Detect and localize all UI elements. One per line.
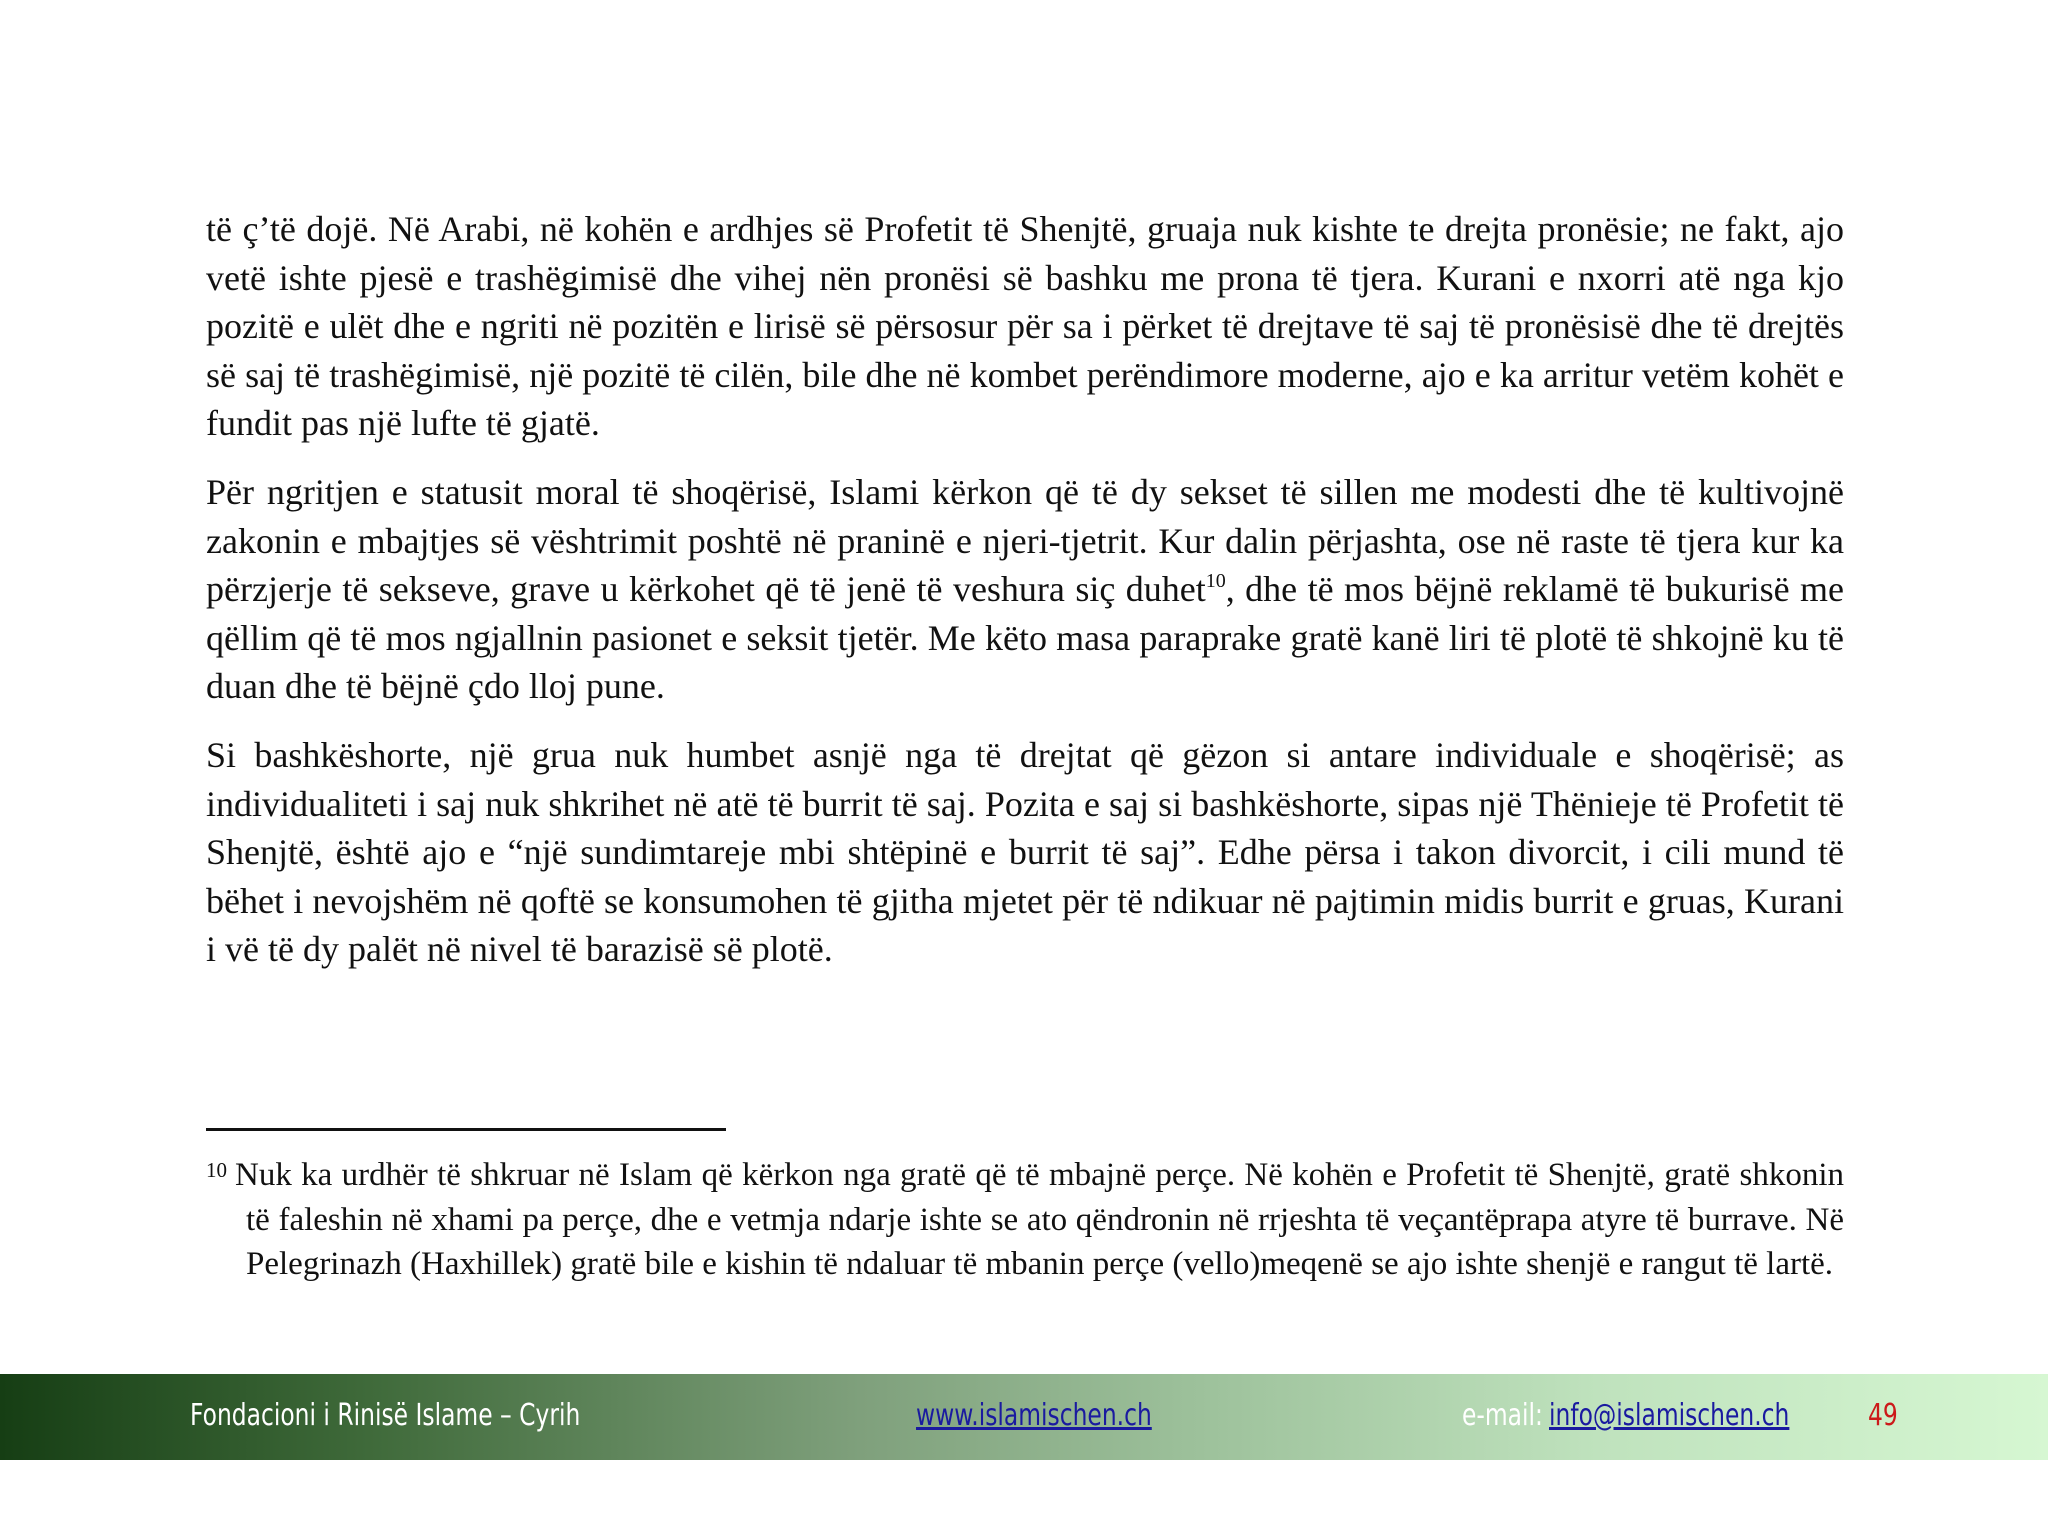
page-number: 49 [1868,1398,1898,1433]
footnote-reference[interactable]: 10 [1205,570,1226,593]
footer-email-link[interactable]: info@islamischen.ch [1549,1398,1790,1433]
footnote-number: 10 [206,1158,227,1182]
footnote-separator [206,1128,726,1131]
footer-website-link[interactable]: www.islamischen.ch [916,1398,1152,1433]
paragraph: të ç’të dojë. Në Arabi, në kohën e ardhjes së Profetit të Shenjtë, gruaja nuk kishte te drejta pronësie; ne fakt, ajo vetë ishte pjesë e trashëgimisë dhe vihej nën pronësi së bashku me prona të tjera. Kurani e nxorri atë nga kjo pozitë e ulët dhe e ngriti në pozitën e lirisë së përsosur për sa i përket të drejtave të saj të pronësisë dhe të drejtës së saj të trashëgimisë, një pozitë të cilën, bile dhe në kombet perëndimore moderne, ajo e ka arritur vetëm kohët e fundit pas një lufte të gjatë. [206,209,1844,444]
main-text [206,205,1844,994]
footer-email-label: e-mail: [1462,1398,1543,1433]
paragraph-text: , dhe të mos bëjnë reklamë të bukurisë me qëllim që të mos ngjallnin pasionet e seksit tjetër. Me këto masa paraprake gratë kanë liri të plotë të shkojnë ku të duan dhe të bëjnë çdo lloj pune. [206,569,1845,707]
footnote-text: Nuk ka urdhër të shkruar në Islam që kërkon nga gratë që të mbajnë perçe. Në kohën e Profetit të Shenjtë, gratë shkonin të faleshin në xhami pa perçe, dhe e vetmja ndarje ishte se ato qëndronin në rrjeshta të veçantëprapa atyre të burrave. Në Pelegrinazh (Haxhillek) gratë bile e kishin të ndaluar të mbanin perçe (vello)meqenë se ajo ishte shenjë e rangut të lartë. [235,1157,1844,1282]
footnote-body [206,1148,1844,1287]
paragraph [206,468,1844,711]
footer-organization: Fondacioni i Rinisë Islame – Cyrih [190,1398,581,1433]
footnote [206,1148,1844,1287]
paragraph: Si bashkëshorte, një grua nuk humbet asnjë nga të drejtat që gëzon si antare individuale e shoqërisë; as individualiteti i saj nuk shkrihet në atë të burrit të saj. Pozita e saj si bashkëshorte, sipas një Thënieje të Profetit të Shenjtë, është ajo e “një sundimtareje mbi shtëpinë e burrit të saj”. Edhe përsa i takon divorcit, i cili mund të bëhet i nevojshëm në qoftë se konsumohen të gjitha mjetet për të ndikuar në pajtimin midis burrit e gruas, Kurani i vë të dy palët në nivel të barazisë së plotë. [206,734,1844,970]
paragraph-text: Për ngritjen e statusit moral të shoqërisë, Islami kërkon që të dy sekset të sillen me modesti dhe të kultivojnë zakonin e mbajtjes së vështrimit poshtë në praninë e njeri-tjetrit. Kur dalin përjashta, ose në raste të tjera kur ka përzjerje të sekseve, grave u kërkohet që të jenë të veshura siç duhet [206,471,1844,610]
